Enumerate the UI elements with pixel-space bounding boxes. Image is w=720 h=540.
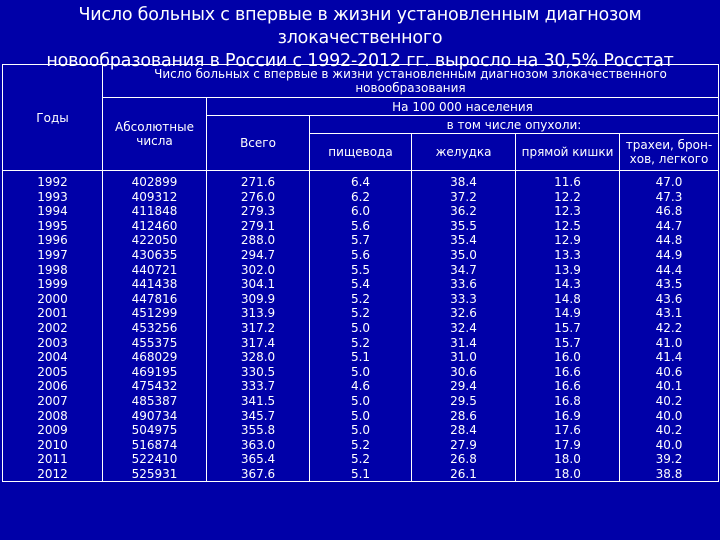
cell-rectum: 16.0 bbox=[516, 350, 620, 365]
cell-absolute: 455375 bbox=[103, 336, 207, 351]
table-row bbox=[3, 365, 719, 380]
cell-esophagus: 4.6 bbox=[310, 379, 412, 394]
cell-rectum: 11.6 bbox=[516, 171, 620, 190]
cell-total: 363.0 bbox=[207, 438, 310, 453]
cell-lung: 38.8 bbox=[620, 467, 719, 482]
cell-absolute: 409312 bbox=[103, 190, 207, 205]
cell-year: 1993 bbox=[3, 190, 103, 205]
cell-total: 271.6 bbox=[207, 171, 310, 190]
cell-absolute: 453256 bbox=[103, 321, 207, 336]
cell-stomach: 38.4 bbox=[412, 171, 516, 190]
cell-stomach: 33.3 bbox=[412, 292, 516, 307]
cell-total: 355.8 bbox=[207, 423, 310, 438]
cell-lung: 40.6 bbox=[620, 365, 719, 380]
cell-stomach: 36.2 bbox=[412, 204, 516, 219]
cell-total: 279.3 bbox=[207, 204, 310, 219]
table-row bbox=[3, 248, 719, 263]
cell-lung: 40.2 bbox=[620, 394, 719, 409]
table-row bbox=[3, 394, 719, 409]
cell-esophagus: 5.0 bbox=[310, 321, 412, 336]
cancer-statistics-table bbox=[2, 64, 719, 482]
cell-esophagus: 5.0 bbox=[310, 423, 412, 438]
table-row bbox=[3, 423, 719, 438]
cell-rectum: 13.3 bbox=[516, 248, 620, 263]
cell-total: 288.0 bbox=[207, 233, 310, 248]
cell-total: 279.1 bbox=[207, 219, 310, 234]
cell-year: 1994 bbox=[3, 204, 103, 219]
cell-rectum: 17.6 bbox=[516, 423, 620, 438]
cell-rectum: 14.8 bbox=[516, 292, 620, 307]
cell-total: 276.0 bbox=[207, 190, 310, 205]
table-row bbox=[3, 219, 719, 234]
cell-stomach: 35.4 bbox=[412, 233, 516, 248]
cell-rectum: 15.7 bbox=[516, 321, 620, 336]
header-lung: трахеи, брон-хов, легкого bbox=[620, 134, 719, 171]
cell-esophagus: 6.4 bbox=[310, 171, 412, 190]
cell-stomach: 30.6 bbox=[412, 365, 516, 380]
cell-year: 2005 bbox=[3, 365, 103, 380]
cell-total: 302.0 bbox=[207, 263, 310, 278]
header-absolute: Абсолютные числа bbox=[103, 98, 207, 171]
cell-year: 1992 bbox=[3, 171, 103, 190]
cell-total: 341.5 bbox=[207, 394, 310, 409]
cell-rectum: 13.9 bbox=[516, 263, 620, 278]
cell-lung: 47.3 bbox=[620, 190, 719, 205]
cell-absolute: 469195 bbox=[103, 365, 207, 380]
cell-year: 2010 bbox=[3, 438, 103, 453]
cell-total: 365.4 bbox=[207, 452, 310, 467]
cell-year: 2011 bbox=[3, 452, 103, 467]
header-years: Годы bbox=[3, 65, 103, 171]
cell-stomach: 32.4 bbox=[412, 321, 516, 336]
cell-esophagus: 5.7 bbox=[310, 233, 412, 248]
table-body bbox=[3, 171, 719, 482]
cell-year: 2000 bbox=[3, 292, 103, 307]
cell-stomach: 32.6 bbox=[412, 306, 516, 321]
table-row bbox=[3, 321, 719, 336]
cell-lung: 46.8 bbox=[620, 204, 719, 219]
cell-total: 345.7 bbox=[207, 409, 310, 424]
cell-absolute: 422050 bbox=[103, 233, 207, 248]
cell-absolute: 490734 bbox=[103, 409, 207, 424]
cell-stomach: 29.5 bbox=[412, 394, 516, 409]
table-row bbox=[3, 452, 719, 467]
cell-lung: 40.0 bbox=[620, 438, 719, 453]
cell-year: 2008 bbox=[3, 409, 103, 424]
cell-absolute: 447816 bbox=[103, 292, 207, 307]
cell-year: 2009 bbox=[3, 423, 103, 438]
table-row bbox=[3, 306, 719, 321]
cell-lung: 42.2 bbox=[620, 321, 719, 336]
cell-esophagus: 5.1 bbox=[310, 350, 412, 365]
header-rectum: прямой кишки bbox=[516, 134, 620, 171]
cell-stomach: 31.4 bbox=[412, 336, 516, 351]
table-row bbox=[3, 350, 719, 365]
cell-rectum: 18.0 bbox=[516, 452, 620, 467]
title-line-1: Число больных с впервые в жизни установленным диагнозом злокачественного bbox=[78, 5, 642, 48]
cell-lung: 47.0 bbox=[620, 171, 719, 190]
cell-absolute: 504975 bbox=[103, 423, 207, 438]
cell-year: 2002 bbox=[3, 321, 103, 336]
cell-absolute: 516874 bbox=[103, 438, 207, 453]
cell-rectum: 16.9 bbox=[516, 409, 620, 424]
cell-esophagus: 6.2 bbox=[310, 190, 412, 205]
cell-esophagus: 5.2 bbox=[310, 438, 412, 453]
cell-lung: 43.6 bbox=[620, 292, 719, 307]
table-row bbox=[3, 263, 719, 278]
cell-absolute: 451299 bbox=[103, 306, 207, 321]
cell-stomach: 26.8 bbox=[412, 452, 516, 467]
cell-absolute: 475432 bbox=[103, 379, 207, 394]
cell-total: 294.7 bbox=[207, 248, 310, 263]
cell-lung: 44.7 bbox=[620, 219, 719, 234]
cell-absolute: 485387 bbox=[103, 394, 207, 409]
cell-esophagus: 5.1 bbox=[310, 467, 412, 482]
cell-stomach: 33.6 bbox=[412, 277, 516, 292]
header-including: в том числе опухоли: bbox=[310, 116, 719, 134]
cell-absolute: 525931 bbox=[103, 467, 207, 482]
cell-total: 330.5 bbox=[207, 365, 310, 380]
cell-absolute: 430635 bbox=[103, 248, 207, 263]
cell-total: 333.7 bbox=[207, 379, 310, 394]
cell-year: 1995 bbox=[3, 219, 103, 234]
cell-year: 2006 bbox=[3, 379, 103, 394]
cell-esophagus: 6.0 bbox=[310, 204, 412, 219]
table-row bbox=[3, 171, 719, 190]
cell-rectum: 14.3 bbox=[516, 277, 620, 292]
table-row bbox=[3, 438, 719, 453]
cell-lung: 40.0 bbox=[620, 409, 719, 424]
cell-stomach: 28.4 bbox=[412, 423, 516, 438]
cell-absolute: 441438 bbox=[103, 277, 207, 292]
cell-lung: 39.2 bbox=[620, 452, 719, 467]
cell-esophagus: 5.0 bbox=[310, 365, 412, 380]
cell-rectum: 12.5 bbox=[516, 219, 620, 234]
cell-lung: 41.4 bbox=[620, 350, 719, 365]
table-row bbox=[3, 204, 719, 219]
cell-year: 2012 bbox=[3, 467, 103, 482]
cell-year: 2003 bbox=[3, 336, 103, 351]
cell-stomach: 35.0 bbox=[412, 248, 516, 263]
cell-rectum: 12.9 bbox=[516, 233, 620, 248]
cell-lung: 40.1 bbox=[620, 379, 719, 394]
cell-stomach: 37.2 bbox=[412, 190, 516, 205]
cell-lung: 44.9 bbox=[620, 248, 719, 263]
cell-esophagus: 5.2 bbox=[310, 452, 412, 467]
cell-total: 309.9 bbox=[207, 292, 310, 307]
cell-absolute: 411848 bbox=[103, 204, 207, 219]
cell-esophagus: 5.4 bbox=[310, 277, 412, 292]
cell-stomach: 34.7 bbox=[412, 263, 516, 278]
cell-esophagus: 5.0 bbox=[310, 409, 412, 424]
cell-esophagus: 5.5 bbox=[310, 263, 412, 278]
cell-esophagus: 5.2 bbox=[310, 336, 412, 351]
cell-rectum: 16.6 bbox=[516, 365, 620, 380]
cell-rectum: 17.9 bbox=[516, 438, 620, 453]
title-line-2: новообразования в России с 1992-2012 гг. выросло на 30,5% Росстат bbox=[46, 51, 674, 71]
slide-title bbox=[0, 4, 720, 73]
table-row bbox=[3, 277, 719, 292]
cell-rectum: 12.3 bbox=[516, 204, 620, 219]
cell-absolute: 412460 bbox=[103, 219, 207, 234]
table-row bbox=[3, 233, 719, 248]
table-row bbox=[3, 409, 719, 424]
cell-lung: 44.4 bbox=[620, 263, 719, 278]
cell-esophagus: 5.0 bbox=[310, 394, 412, 409]
cell-absolute: 440721 bbox=[103, 263, 207, 278]
cell-year: 2001 bbox=[3, 306, 103, 321]
cell-rectum: 14.9 bbox=[516, 306, 620, 321]
cell-year: 2004 bbox=[3, 350, 103, 365]
cell-esophagus: 5.2 bbox=[310, 292, 412, 307]
cell-year: 1998 bbox=[3, 263, 103, 278]
cell-rectum: 12.2 bbox=[516, 190, 620, 205]
table-row bbox=[3, 379, 719, 394]
cell-lung: 43.1 bbox=[620, 306, 719, 321]
cell-total: 328.0 bbox=[207, 350, 310, 365]
header-per-100k: На 100 000 населения bbox=[207, 98, 719, 116]
cell-rectum: 16.8 bbox=[516, 394, 620, 409]
cell-absolute: 522410 bbox=[103, 452, 207, 467]
cell-esophagus: 5.2 bbox=[310, 306, 412, 321]
cell-year: 1999 bbox=[3, 277, 103, 292]
cell-lung: 41.0 bbox=[620, 336, 719, 351]
cell-stomach: 27.9 bbox=[412, 438, 516, 453]
header-stomach: желудка bbox=[412, 134, 516, 171]
table-row bbox=[3, 190, 719, 205]
header-esophagus: пищевода bbox=[310, 134, 412, 171]
table-row bbox=[3, 336, 719, 351]
cell-rectum: 15.7 bbox=[516, 336, 620, 351]
cell-lung: 40.2 bbox=[620, 423, 719, 438]
cell-stomach: 31.0 bbox=[412, 350, 516, 365]
table-row bbox=[3, 292, 719, 307]
cell-absolute: 468029 bbox=[103, 350, 207, 365]
table-row bbox=[3, 467, 719, 482]
cell-total: 317.4 bbox=[207, 336, 310, 351]
cell-year: 2007 bbox=[3, 394, 103, 409]
cell-rectum: 16.6 bbox=[516, 379, 620, 394]
cell-rectum: 18.0 bbox=[516, 467, 620, 482]
cell-stomach: 29.4 bbox=[412, 379, 516, 394]
header-group: Число больных с впервые в жизни установленным диагнозом злокачественного новообразования bbox=[103, 65, 719, 98]
cell-stomach: 28.6 bbox=[412, 409, 516, 424]
cell-esophagus: 5.6 bbox=[310, 248, 412, 263]
cell-total: 313.9 bbox=[207, 306, 310, 321]
cell-total: 317.2 bbox=[207, 321, 310, 336]
cell-stomach: 26.1 bbox=[412, 467, 516, 482]
cell-lung: 44.8 bbox=[620, 233, 719, 248]
cell-lung: 43.5 bbox=[620, 277, 719, 292]
cell-absolute: 402899 bbox=[103, 171, 207, 190]
cell-stomach: 35.5 bbox=[412, 219, 516, 234]
cell-year: 1997 bbox=[3, 248, 103, 263]
header-total: Всего bbox=[207, 116, 310, 171]
cell-total: 304.1 bbox=[207, 277, 310, 292]
cell-total: 367.6 bbox=[207, 467, 310, 482]
cell-esophagus: 5.6 bbox=[310, 219, 412, 234]
cell-year: 1996 bbox=[3, 233, 103, 248]
